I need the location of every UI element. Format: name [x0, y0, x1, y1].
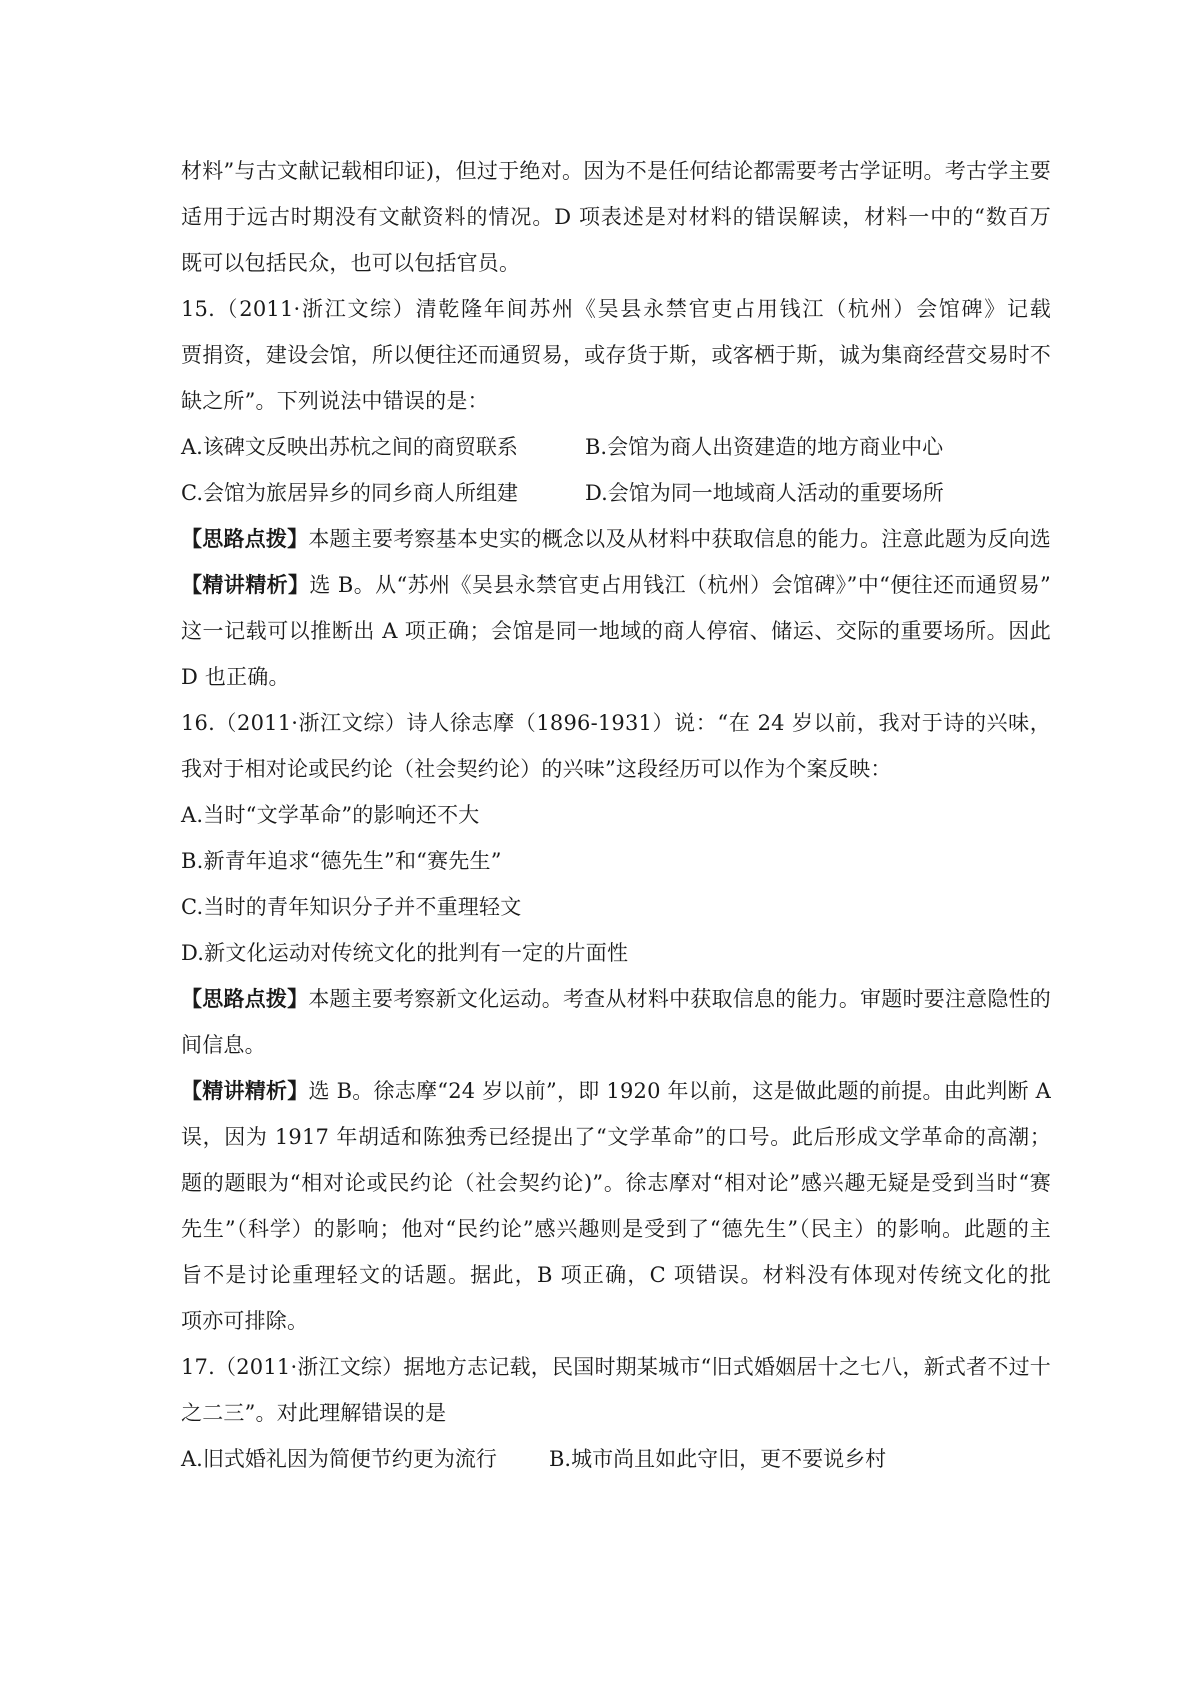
analysis-text: 选 B。从“苏州《吴县永禁官吏占用钱江（杭州）会馆碑》”中“便往还而通贸易” — [309, 573, 1051, 597]
question-17 — [181, 1344, 1051, 1482]
option-d: D.新文化运动对传统文化的批判有一定的片面性 — [181, 941, 629, 965]
option-b: B.城市尚且如此守旧，更不要说乡村 — [549, 1447, 887, 1471]
analysis-line: 项亦可排除。 — [181, 1309, 309, 1333]
question-16 — [181, 700, 1051, 1344]
question-stem-line: 贾捐资，建设会馆，所以便往还而通贸易，或存货于斯，或客栖于斯，诚为集商经营交易时不 — [181, 343, 1051, 367]
option-a: A.旧式婚礼因为简便节约更为流行 — [181, 1447, 497, 1471]
analysis-line: 这一记载可以推断出 A 项正确；会馆是同一地域的商人停宿、储运、交际的重要场所。因此 — [181, 619, 1051, 643]
option-b: B.新青年追求“德先生”和“赛先生” — [181, 849, 502, 873]
question-stem-line: 之二三”。对此理解错误的是 — [181, 1401, 447, 1425]
question-stem-line: 16.（2011·浙江文综）诗人徐志摩（1896-1931）说：“在 24 岁以前，我对于诗的兴味， — [181, 711, 1051, 735]
question-stem-line: 缺之所”。下列说法中错误的是： — [181, 389, 489, 413]
analysis-line: 先生”（科学）的影响；他对“民约论”感兴趣则是受到了“德先生”（民主）的影响。此题的主 — [181, 1217, 1051, 1241]
question-stem-line: 我对于相对论或民约论（社会契约论）的兴味”这段经历可以作为个案反映： — [181, 757, 892, 781]
option-row — [181, 424, 1051, 470]
option-row — [181, 470, 1051, 516]
analysis-text: 选 B。徐志摩“24 岁以前”，即 1920 年以前，这是做此题的前提。由此判断 A — [308, 1079, 1051, 1103]
analysis-line — [181, 562, 1051, 608]
analysis-line: 误，因为 1917 年胡适和陈独秀已经提出了“文学革命”的口号。此后形成文学革命的高潮； — [181, 1125, 1051, 1149]
option-a: A.该碑文反映出苏杭之间的商贸联系 — [181, 435, 518, 459]
hint-line — [181, 976, 1051, 1022]
question-stem-line: 15.（2011·浙江文综）清乾隆年间苏州《吴县永禁官吏占用钱江（杭州）会馆碑》记载 — [181, 297, 1051, 321]
analysis-line: D 也正确。 — [181, 665, 290, 689]
analysis-line: 题的题眼为“相对论或民约论（社会契约论)”。徐志摩对“相对论”感兴趣无疑是受到当时“赛 — [181, 1171, 1051, 1195]
hint-line — [181, 516, 1051, 562]
option-c: C.会馆为旅居异乡的同乡商人所组建 — [181, 481, 518, 505]
hint-line: 间信息。 — [181, 1033, 266, 1057]
question-stem-line: 17.（2011·浙江文综）据地方志记载，民国时期某城市“旧式婚姻居十之七八，新式者不过十 — [181, 1355, 1051, 1379]
text-line: 既可以包括民众，也可以包括官员。 — [181, 251, 521, 275]
option-row — [181, 1436, 1051, 1482]
text-line: 适用于远古时期没有文献资料的情况。D 项表述是对材料的错误解读，材料一中的“数百万 — [181, 205, 1051, 229]
analysis-label: 【精讲精析】 — [181, 572, 310, 597]
analysis-label: 【精讲精析】 — [181, 1078, 309, 1103]
analysis-line: 旨不是讨论重理轻文的话题。据此，B 项正确，C 项错误。材料没有体现对传统文化的批 — [181, 1263, 1051, 1287]
question-15 — [181, 286, 1051, 700]
option-d: D.会馆为同一地域商人活动的重要场所 — [585, 481, 944, 505]
analysis-line — [181, 1068, 1051, 1114]
hint-text: 本题主要考察基本史实的概念以及从材料中获取信息的能力。注意此题为反向选 — [308, 527, 1051, 551]
hint-text: 本题主要考察新文化运动。考查从材料中获取信息的能力。审题时要注意隐性的 — [308, 987, 1051, 1011]
option-c: C.当时的青年知识分子并不重理轻文 — [181, 895, 522, 919]
hint-label: 【思路点拨】 — [181, 526, 309, 551]
option-a: A.当时“文学革命”的影响还不大 — [181, 803, 480, 827]
hint-label: 【思路点拨】 — [181, 986, 309, 1011]
option-b: B.会馆为商人出资建造的地方商业中心 — [585, 435, 944, 459]
page-content — [181, 148, 1051, 1482]
text-line: 材料”与古文献记载相印证)，但过于绝对。因为不是任何结论都需要考古学证明。考古学主要 — [181, 159, 1051, 183]
